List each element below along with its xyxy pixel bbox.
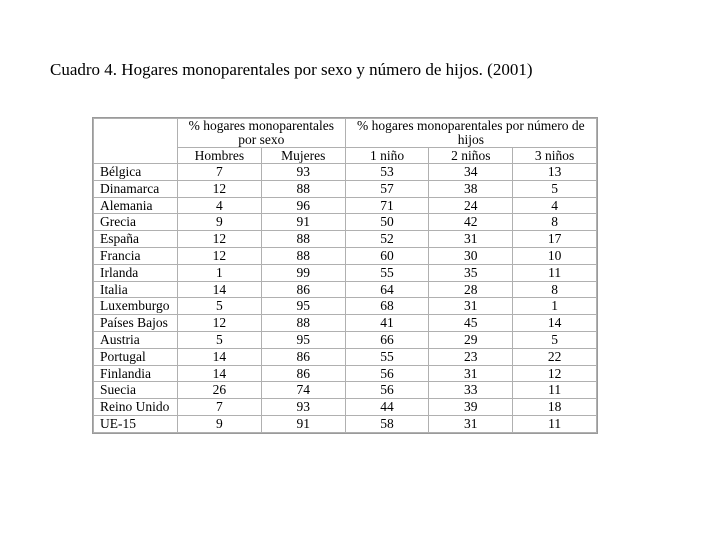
value-cell: 39 <box>429 399 513 416</box>
table-row <box>94 365 597 382</box>
value-cell: 52 <box>345 231 429 248</box>
value-cell: 58 <box>345 415 429 432</box>
value-cell: 12 <box>177 180 261 197</box>
value-cell: 4 <box>513 197 597 214</box>
value-cell: 45 <box>429 315 513 332</box>
value-cell: 14 <box>177 365 261 382</box>
value-cell: 12 <box>177 247 261 264</box>
value-cell: 64 <box>345 281 429 298</box>
value-cell: 28 <box>429 281 513 298</box>
value-cell: 93 <box>261 399 345 416</box>
value-cell: 95 <box>261 331 345 348</box>
value-cell: 35 <box>429 264 513 281</box>
value-cell: 5 <box>177 298 261 315</box>
country-cell: Reino Unido <box>94 399 178 416</box>
table-row <box>94 197 597 214</box>
value-cell: 38 <box>429 180 513 197</box>
value-cell: 74 <box>261 382 345 399</box>
value-cell: 12 <box>513 365 597 382</box>
group-header-hijos <box>345 119 596 148</box>
value-cell: 55 <box>345 264 429 281</box>
value-cell: 57 <box>345 180 429 197</box>
value-cell: 11 <box>513 415 597 432</box>
value-cell: 29 <box>429 331 513 348</box>
value-cell: 7 <box>177 164 261 181</box>
country-cell: Alemania <box>94 197 178 214</box>
table-row <box>94 180 597 197</box>
value-cell: 96 <box>261 197 345 214</box>
value-cell: 31 <box>429 365 513 382</box>
value-cell: 14 <box>177 281 261 298</box>
value-cell: 88 <box>261 231 345 248</box>
value-cell: 11 <box>513 382 597 399</box>
value-cell: 5 <box>513 180 597 197</box>
country-cell: Austria <box>94 331 178 348</box>
group-header-sexo <box>177 119 345 148</box>
table-row <box>94 264 597 281</box>
value-cell: 8 <box>513 214 597 231</box>
table-row <box>94 399 597 416</box>
value-cell: 1 <box>177 264 261 281</box>
value-cell: 91 <box>261 214 345 231</box>
value-cell: 88 <box>261 180 345 197</box>
empty-corner-cell <box>94 119 178 164</box>
country-cell: Irlanda <box>94 264 178 281</box>
value-cell: 44 <box>345 399 429 416</box>
value-cell: 24 <box>429 197 513 214</box>
value-cell: 56 <box>345 365 429 382</box>
value-cell: 1 <box>513 298 597 315</box>
value-cell: 26 <box>177 382 261 399</box>
country-cell: Suecia <box>94 382 178 399</box>
country-cell: España <box>94 231 178 248</box>
column-header: 3 niños <box>513 148 597 164</box>
column-header: Mujeres <box>261 148 345 164</box>
value-cell: 9 <box>177 214 261 231</box>
value-cell: 31 <box>429 231 513 248</box>
value-cell: 93 <box>261 164 345 181</box>
country-cell: Grecia <box>94 214 178 231</box>
value-cell: 8 <box>513 281 597 298</box>
group-header-hijos-line2: hijos <box>457 132 484 147</box>
table-row <box>94 382 597 399</box>
column-header: 2 niños <box>429 148 513 164</box>
value-cell: 5 <box>513 331 597 348</box>
country-cell: Finlandia <box>94 365 178 382</box>
group-header-row <box>94 119 597 148</box>
country-cell: UE-15 <box>94 415 178 432</box>
value-cell: 18 <box>513 399 597 416</box>
table-row <box>94 231 597 248</box>
data-table <box>93 118 597 433</box>
value-cell: 88 <box>261 247 345 264</box>
table-row <box>94 298 597 315</box>
value-cell: 33 <box>429 382 513 399</box>
value-cell: 13 <box>513 164 597 181</box>
value-cell: 31 <box>429 415 513 432</box>
table-row <box>94 331 597 348</box>
page-title: Cuadro 4. Hogares monoparentales por sexo y número de hijos. (2001) <box>50 60 533 79</box>
value-cell: 5 <box>177 331 261 348</box>
value-cell: 10 <box>513 247 597 264</box>
column-header: Hombres <box>177 148 261 164</box>
value-cell: 60 <box>345 247 429 264</box>
country-cell: Portugal <box>94 348 178 365</box>
value-cell: 56 <box>345 382 429 399</box>
value-cell: 71 <box>345 197 429 214</box>
value-cell: 42 <box>429 214 513 231</box>
table-row <box>94 315 597 332</box>
value-cell: 14 <box>513 315 597 332</box>
value-cell: 12 <box>177 231 261 248</box>
value-cell: 68 <box>345 298 429 315</box>
value-cell: 88 <box>261 315 345 332</box>
table-row <box>94 348 597 365</box>
table-row <box>94 214 597 231</box>
country-cell: Francia <box>94 247 178 264</box>
value-cell: 86 <box>261 348 345 365</box>
value-cell: 9 <box>177 415 261 432</box>
value-cell: 30 <box>429 247 513 264</box>
value-cell: 12 <box>177 315 261 332</box>
group-header-hijos-line1: % hogares monoparentales por número de <box>357 118 585 133</box>
table-row <box>94 247 597 264</box>
country-cell: Dinamarca <box>94 180 178 197</box>
country-cell: Luxemburgo <box>94 298 178 315</box>
value-cell: 4 <box>177 197 261 214</box>
table-row <box>94 415 597 432</box>
value-cell: 22 <box>513 348 597 365</box>
table-row <box>94 164 597 181</box>
value-cell: 11 <box>513 264 597 281</box>
value-cell: 7 <box>177 399 261 416</box>
table-row <box>94 281 597 298</box>
group-header-sexo-line1: % hogares monoparentales <box>188 118 335 133</box>
value-cell: 95 <box>261 298 345 315</box>
country-cell: Bélgica <box>94 164 178 181</box>
value-cell: 91 <box>261 415 345 432</box>
country-cell: Italia <box>94 281 178 298</box>
value-cell: 66 <box>345 331 429 348</box>
value-cell: 53 <box>345 164 429 181</box>
group-header-sexo-line2: por sexo <box>238 132 285 147</box>
value-cell: 41 <box>345 315 429 332</box>
value-cell: 31 <box>429 298 513 315</box>
value-cell: 50 <box>345 214 429 231</box>
value-cell: 99 <box>261 264 345 281</box>
value-cell: 86 <box>261 281 345 298</box>
value-cell: 86 <box>261 365 345 382</box>
value-cell: 23 <box>429 348 513 365</box>
value-cell: 14 <box>177 348 261 365</box>
column-header: 1 niño <box>345 148 429 164</box>
value-cell: 55 <box>345 348 429 365</box>
country-cell: Países Bajos <box>94 315 178 332</box>
value-cell: 34 <box>429 164 513 181</box>
value-cell: 17 <box>513 231 597 248</box>
